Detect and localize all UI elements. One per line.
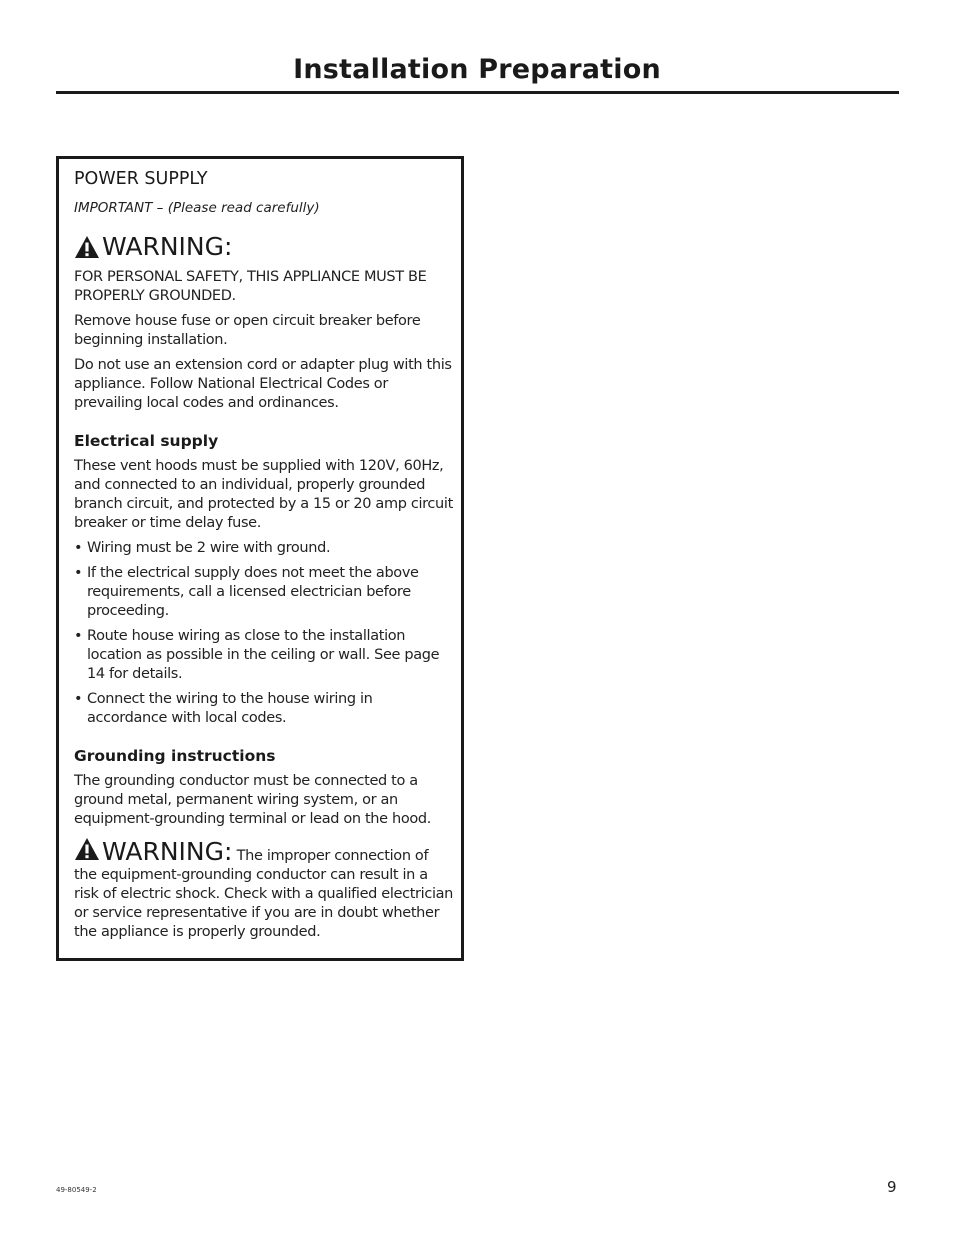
warning-heading	[74, 232, 454, 262]
electrical-supply-list	[74, 539, 454, 728]
page-title: Installation Preparation	[293, 54, 661, 85]
power-supply-heading: POWER SUPPLY	[74, 169, 208, 189]
bullet-icon: •	[74, 540, 83, 556]
extension-cord-paragraph: Do not use an extension cord or adapter plug with this appliance. Follow National Electrical Codes or prevailing local codes and ordinances.	[74, 357, 452, 411]
warning-label: WARNING:	[102, 232, 233, 261]
list-item-text: Route house wiring as close to the installation location as possible in the ceiling or wall. See page 14 for details.	[87, 628, 440, 682]
list-item-text: Wiring must be 2 wire with ground.	[87, 540, 331, 556]
title-divider	[56, 91, 899, 94]
bullet-icon: •	[74, 628, 83, 644]
grounding-text: The grounding conductor must be connected to a ground metal, permanent wiring system, or an equipment-grounding terminal or lead on the hood.	[74, 773, 431, 827]
power-supply-box	[56, 156, 464, 961]
page-number: 9	[887, 1178, 897, 1196]
list-item	[74, 539, 454, 558]
document-number: 49-80549-2	[56, 1186, 97, 1194]
warning-label: WARNING:	[102, 837, 233, 866]
power-supply-content	[74, 169, 454, 942]
grounding-warning-text: The improper connection of the equipment-grounding conductor can result in a risk of electric shock. Check with a qualified electrician or service representative if you are in doubt whether the appliance is properly grounded.	[74, 848, 454, 940]
list-item	[74, 690, 454, 728]
list-item-text: If the electrical supply does not meet the above requirements, call a licensed electrician before proceeding.	[87, 565, 419, 619]
bullet-icon: •	[74, 691, 83, 707]
important-note: IMPORTANT – (Please read carefully)	[74, 200, 320, 216]
bullet-icon: •	[74, 565, 83, 581]
electrical-supply-intro: These vent hoods must be supplied with 120V, 60Hz, and connected to an individual, properly grounded branch circuit, and protected by a 15 or 20 amp circuit breaker or time delay fuse.	[74, 458, 453, 531]
list-item	[74, 627, 454, 684]
warning-triangle-icon	[74, 235, 100, 259]
list-item	[74, 564, 454, 621]
grounding-warning	[74, 837, 454, 942]
fuse-paragraph: Remove house fuse or open circuit breaker before beginning installation.	[74, 313, 421, 348]
electrical-supply-heading: Electrical supply	[74, 432, 219, 450]
grounding-heading: Grounding instructions	[74, 747, 276, 765]
warning-triangle-icon	[74, 837, 100, 861]
list-item-text: Connect the wiring to the house wiring in accordance with local codes.	[87, 691, 373, 726]
safety-paragraph: FOR PERSONAL SAFETY, THIS APPLIANCE MUST BE PROPERLY GROUNDED.	[74, 269, 427, 304]
